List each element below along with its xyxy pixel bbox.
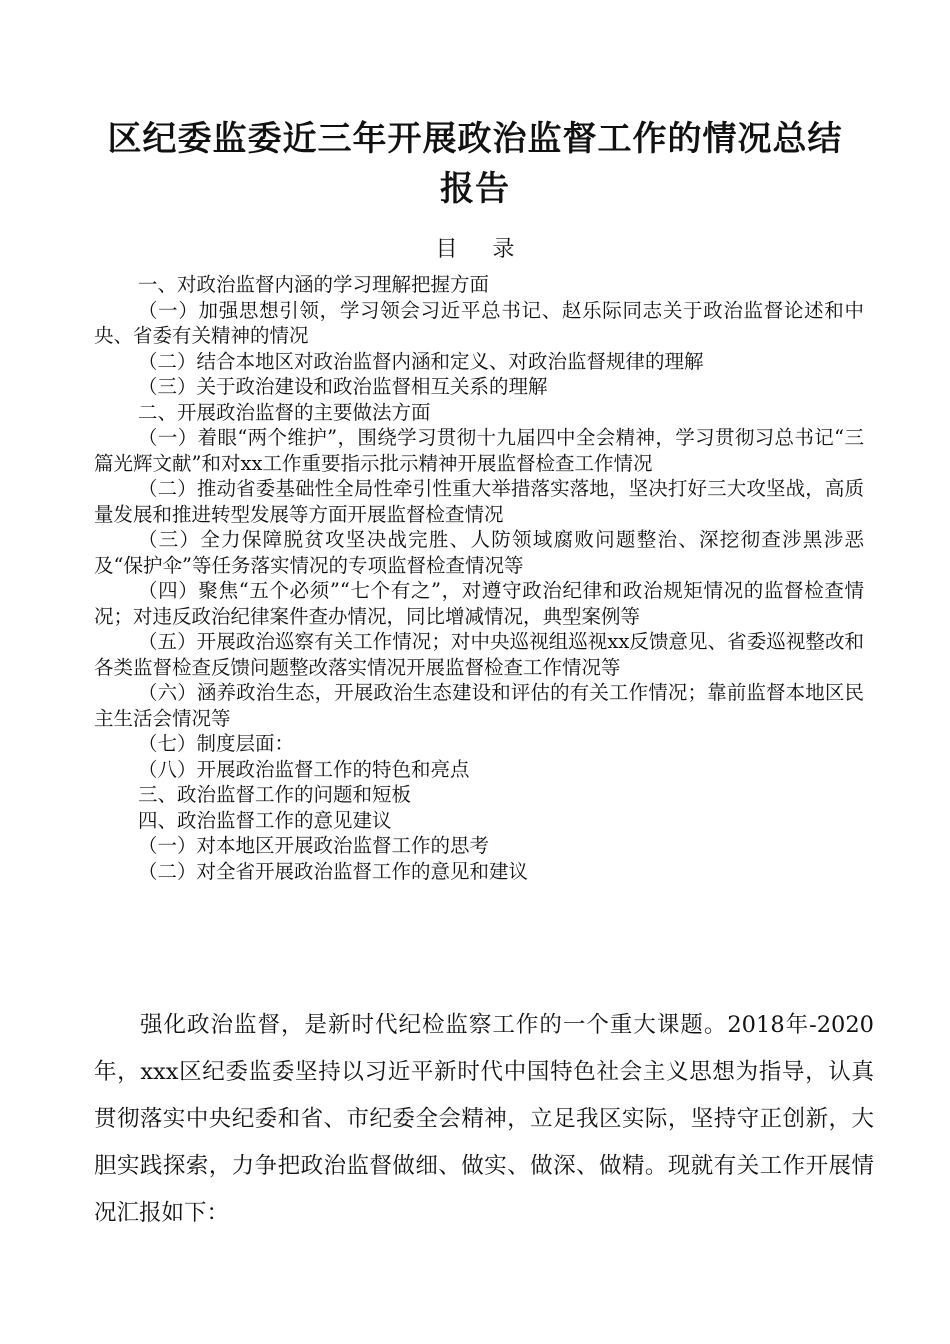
document-title-line-2: 报告	[440, 169, 510, 209]
toc-item: （二）结合本地区对政治监督内涵和定义、对政治监督规律的理解	[138, 349, 704, 373]
toc-item: （一）加强思想引领，学习领会习近平总书记、赵乐际同志关于政治监督论述和中央、省委有关精神的情况	[94, 298, 864, 347]
toc-item: （八）开展政治监督工作的特色和亮点	[138, 757, 470, 781]
toc-item: （四）聚焦“五个必须”“七个有之”，对遵守政治纪律和政治规矩情况的监督检查情况；对违反政治纪律案件查办情况，同比增减情况，典型案例等	[94, 579, 864, 628]
toc-item: 一、对政治监督内涵的学习理解把握方面	[138, 273, 490, 296]
toc-item: （一）对本地区开展政治监督工作的思考	[138, 834, 490, 857]
toc-item: （三）全力保障脱贫攻坚决战完胜、人防领域腐败问题整治、深挖彻查涉黑涉恶及“保护伞”等任务落实情况的专项监督检查情况等	[94, 528, 864, 577]
toc-item: 四、政治监督工作的意见建议	[138, 808, 392, 832]
toc-item: （七）制度层面：	[138, 732, 295, 755]
toc-item: 二、开展政治监督的主要做法方面	[138, 400, 431, 424]
toc-item: （六）涵养政治生态，开展政治生态建设和评估的有关工作情况；靠前监督本地区民主生活会情况等	[94, 681, 864, 730]
toc-item: （一）着眼“两个维护”，围绕学习贯彻十九届四中全会精神，学习贯彻习总书记“三篇光辉文献”和对xx工作重要指示批示精神开展监督检查工作情况	[94, 426, 864, 475]
table-of-contents	[94, 272, 864, 884]
toc-item: （三）关于政治建设和政治监督相互关系的理解	[138, 375, 548, 398]
toc-item: 三、政治监督工作的问题和短板	[138, 783, 412, 806]
toc-item: （五）开展政治巡察有关工作情况；对中央巡视组巡视xx反馈意见、省委巡视整改和各类监督检查反馈问题整改落实情况开展监督检查工作情况等	[94, 630, 864, 679]
toc-heading: 目 录	[435, 237, 529, 262]
toc-item: （二）推动省委基础性全局性牵引性重大举措落实落地，坚决打好三大攻坚战，高质量发展和推进转型发展等方面开展监督检查情况	[94, 477, 864, 526]
body-paragraph: 强化政治监督，是新时代纪检监察工作的一个重大课题。2018年-2020年，xxx区纪委监委坚持以习近平新时代中国特色社会主义思想为指导，认真贯彻落实中央纪委和省、市纪委全会精神，立足我区实际，坚持守正创新，大胆实践探索，力争把政治监督做细、做实、做深、做精。现就有关工作开展情况汇报如下：	[94, 1012, 874, 1226]
toc-item: （二）对全省开展政治监督工作的意见和建议	[138, 859, 529, 883]
document-title-line-1: 区纪委监委近三年开展政治监督工作的情况总结	[107, 119, 843, 159]
